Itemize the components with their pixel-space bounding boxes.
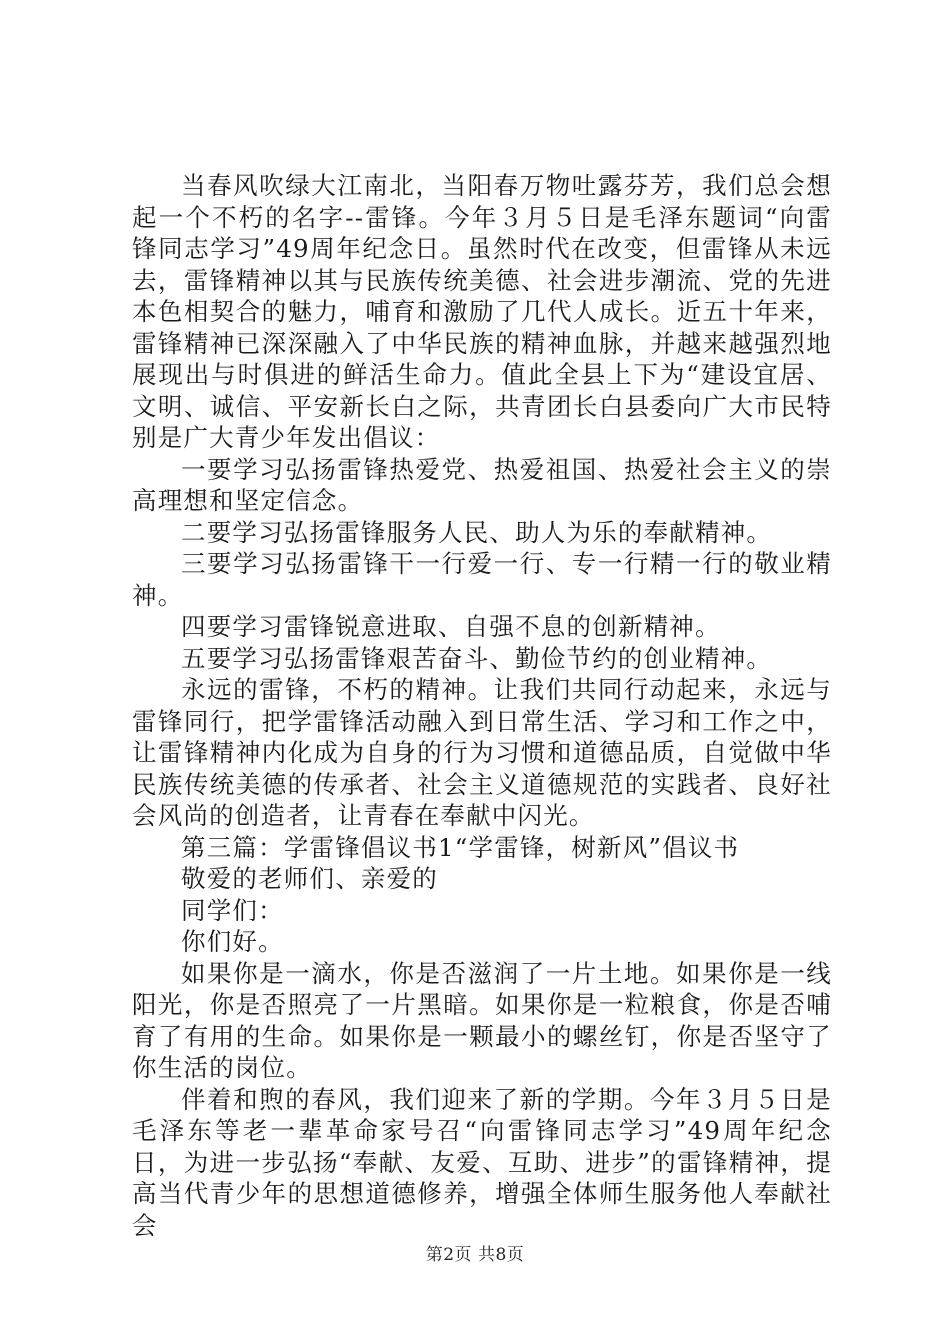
paragraph: 一要学习弘扬雷锋热爱党、热爱祖国、热爱社会主义的崇高理想和坚定信念。	[132, 454, 832, 515]
paragraph: 二要学习弘扬雷锋服务人民、助人为乐的奉献精神。	[181, 517, 773, 547]
salutation: 同学们：	[181, 895, 284, 925]
salutation: 敬爱的老师们、亲爱的	[181, 864, 438, 893]
paragraph: 如果你是一滴水，你是否滋润了一片土地。如果你是一线阳光，你是否照亮了一片黑暗。如果你是一粒粮食，你是否哺育了有用的生命。如果你是一颗最小的螺丝钉，你是否坚守了你生活的岗位。	[132, 958, 832, 1082]
paragraph: 伴着和煦的春风，我们迎来了新的学期。今年３月５日是毛泽东等老一辈革命家号召“向雷锋同志学习”49周年纪念日，为进一步弘扬“奉献、友爱、互助、进步”的雷锋精神，提高当代青少年的思想道德修养，增强全体师生服务他人奉献社会	[132, 1084, 832, 1240]
paragraph: 永远的雷锋，不朽的精神。让我们共同行动起来，永远与雷锋同行，把学雷锋活动融入到日常生活、学习和工作之中，让雷锋精神内化成为自身的行为习惯和道德品质，自觉做中华民族传统美德的传承者、社会主义道德规范的实践者、良好社会风尚的创造者，让青春在奉献中闪光。	[132, 675, 832, 830]
page-number-footer: 第2页 共8页	[425, 1245, 525, 1265]
paragraph: 三要学习弘扬雷锋干一行爱一行、专一行精一行的敬业精神。	[132, 549, 832, 610]
greeting: 你们好。	[181, 927, 284, 956]
section-heading: 第三篇：学雷锋倡议书1“学雷锋，树新风”倡议书	[181, 832, 740, 862]
paragraph: 五要学习弘扬雷锋艰苦奋斗、勤俭节约的创业精神。	[181, 643, 773, 673]
paragraph: 四要学习雷锋锐意进取、自强不息的创新精神。	[181, 612, 721, 641]
document-body	[132, 170, 832, 1241]
paragraph: 当春风吹绿大江南北，当阳春万物吐露芬芳，我们总会想起一个不朽的名字--雷锋。今年３月５日是毛泽东题词“向雷锋同志学习”49周年纪念日。虽然时代在改变，但雷锋从未远去，雷锋精神以其与民族传统美德、社会进步潮流、党的先进本色相契合的魅力，哺育和激励了几代人成长。近五十年来，雷锋精神已深深融入了中华民族的精神血脉，并越来越强烈地展现出与时俱进的鲜活生命力。值此全县上下为“建设宜居、文明、诚信、平安新长白之际，共青团长白县委向广大市民特别是广大青少年发出倡议：	[132, 171, 832, 452]
